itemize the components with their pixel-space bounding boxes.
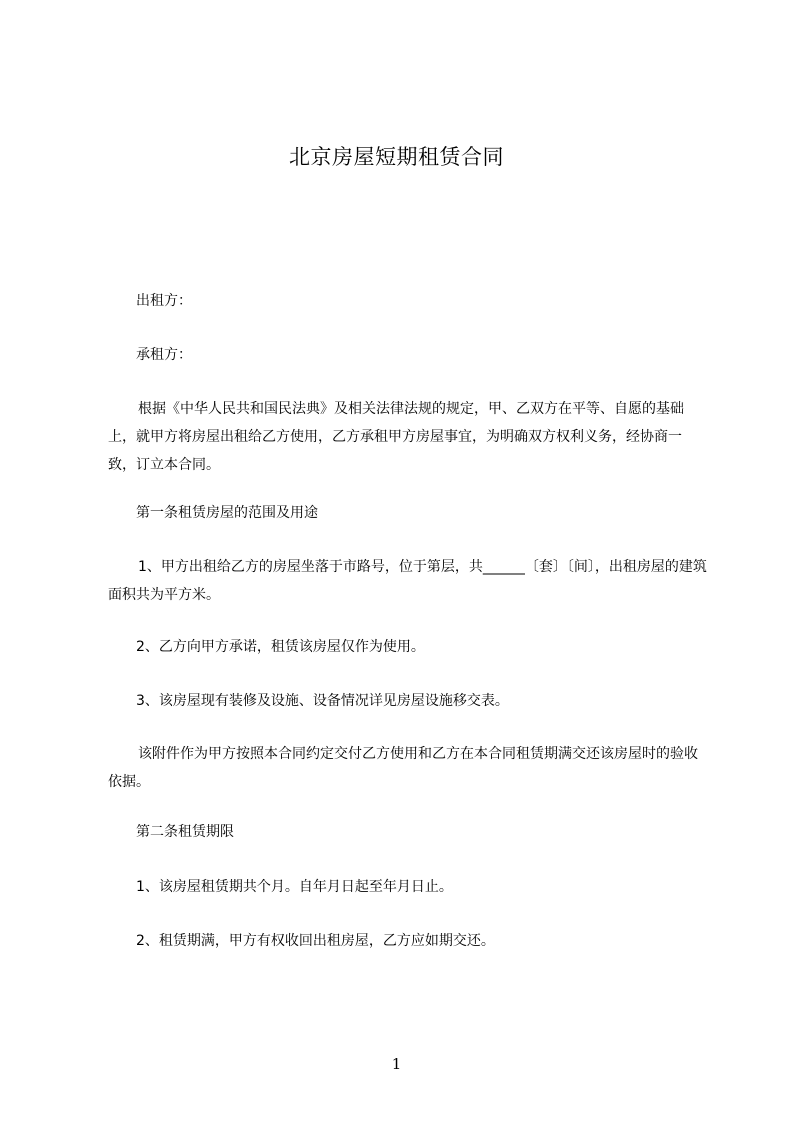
article-1-clause-2: 2、乙方向甲方承诺，租赁该房屋仅作为使用。 xyxy=(136,639,425,655)
page-number: 1 xyxy=(391,1055,402,1073)
article-1-clause-1: 1、甲方出租给乙方的房屋坐落于市路号，位于第层，共______〔套〕〔间〕，出租房屋的建筑面积共为平方米。 xyxy=(108,559,707,603)
lessor-line: 出租方： xyxy=(136,293,192,309)
article-2-clause-1: 1、该房屋租赁期共个月。自年月日起至年月日止。 xyxy=(136,879,453,895)
article-1-clause-3: 3、该房屋现有装修及设施、设备情况详见房屋设施移交表。 xyxy=(136,693,509,709)
lessee-line: 承租方： xyxy=(136,347,192,363)
article-2-clause-2: 2、租赁期满，甲方有权收回出租房屋，乙方应如期交还。 xyxy=(136,933,495,949)
document-title: 北京房屋短期租赁合同 xyxy=(289,145,504,169)
attachment-note: 该附件作为甲方按照本合同约定交付乙方使用和乙方在本合同租赁期满交还该房屋时的验收依据。 xyxy=(108,746,698,790)
article-1-heading: 第一条租赁房屋的范围及用途 xyxy=(136,505,318,521)
article-2-heading: 第二条租赁期限 xyxy=(136,824,234,840)
preamble-paragraph: 根据《中华人民共和国民法典》及相关法律法规的规定，甲、乙双方在平等、自愿的基础上，就甲方将房屋出租给乙方使用，乙方承租甲方房屋事宜，为明确双方权利义务，经协商一致，订立本合同。 xyxy=(108,401,684,473)
